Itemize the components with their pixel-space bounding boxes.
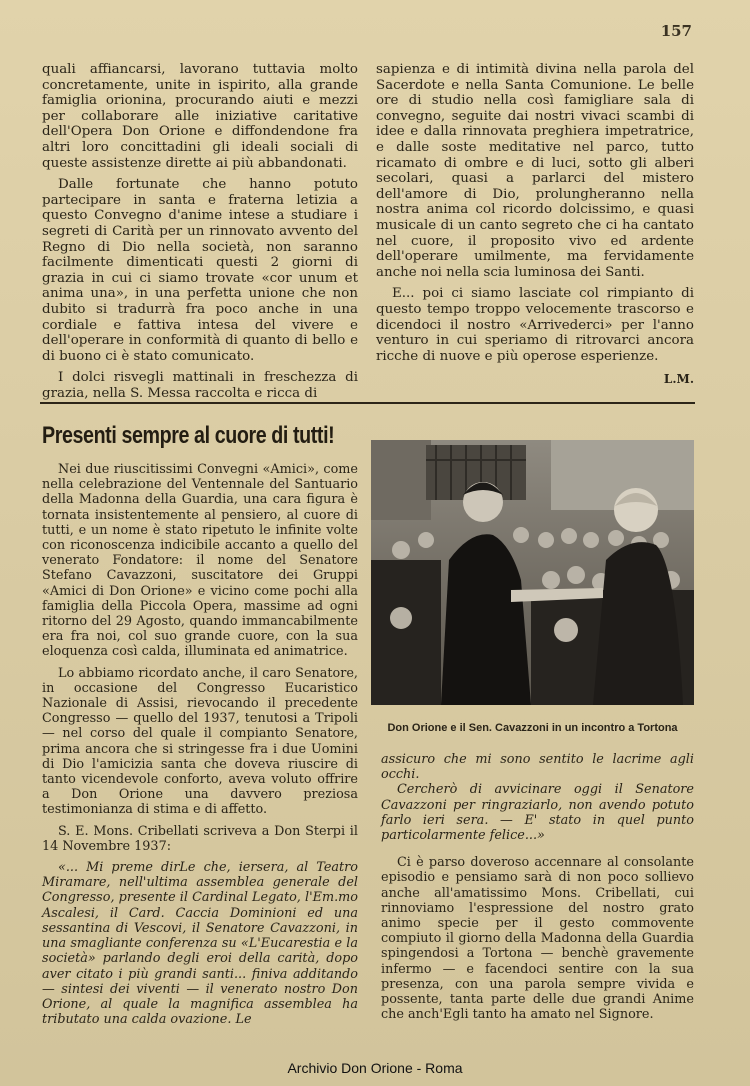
paragraph: E... poi ci siamo lasciate col rimpianto di questo tempo troppo velocemente trascorso e dicendoci il nostro «Arrivederci» per l'anno venturo in cui speriamo di ritrovarci ancora ricche di nuove e più operose esperienze. bbox=[376, 286, 694, 364]
photo-caption: Don Orione e il Sen. Cavazzoni in un incontro a Tortona bbox=[387, 722, 678, 734]
paragraph: Nei due riuscitissimi Convegni «Amici», come nella celebrazione del Ventennale del Santuario della Madonna della Guardia, una cara figura è tornata insistentemente al pensiero, al cuore di tutti, e un nome è stato ripetuto le infinite volte con riconoscenza indicibile accanto a quello del venerato Fondatore: il nome del Senatore Stefano Cavazzoni, suscitatore dei Gruppi «Amici di Don Orione» e vicino come pochi alla famiglia della Piccola Opera, massime ad ogni ritorno del 29 Agosto, quando immancabilmente era fra noi, col suo grande cuore, con la sua eloquenza così calda, illuminata ed animatrice. bbox=[42, 462, 358, 660]
paragraph: Dalle fortunate che hanno potuto partecipare in santa e fraterna letizia a questo Convegno d'anime intese a studiare i segreti di Carità per un rinnovato avvento del Regno di Dio nella società, non saranno facilmente dimenticati questi 2 giorni di grazia in cui ci siamo trovate «cor unum et anima una», in una perfetta unione che non dubito si tradurrà fra poco anche in una cordiale e fattiva intesa del vivere e dell'operare in conformità di quanto di bello e di buono ci è stato comunicato. bbox=[42, 177, 358, 364]
paragraph: S. E. Mons. Cribellati scriveva a Don Sterpi il 14 Novembre 1937: bbox=[42, 823, 358, 854]
top-left-column bbox=[42, 62, 358, 401]
letter-quote-continued: Cercherò di avvicinare oggi il Senatore Cavazzoni per ringraziarlo, non avendo potuto farlo ieri sera. — E' stato in quel punto particolarmente felice...» bbox=[381, 782, 694, 844]
signature: L.M. bbox=[663, 372, 694, 387]
page-number: 157 bbox=[660, 22, 692, 40]
letter-quote: «... Mi preme dirLe che, iersera, al Teatro Miramare, nell'ultima assemblea generale del Congresso, presente il Cardinal Legato, l'Em.mo Ascalesi, il Card. Caccia Dominioni ed una sessantina di Vescovi, il Senatore Cavazzoni, in una smagliante conferenza su «L'Eucarestia e la società» parlando degli eroi della carità, dopo aver citato i più grandi santi... finiva additando — sintesi dei viventi — il venerato nostro Don Orione, al quale la magnifica assemblea ha tributato una calda ovazione. Le bbox=[42, 860, 358, 1028]
letter-quote-continued: assicuro che mi sono sentito le lacrime agli occhi. bbox=[381, 752, 694, 783]
section-divider bbox=[40, 402, 695, 404]
paragraph: Ci è parso doveroso accennare al consolante episodio e pensiamo sarà di non poco sollievo anche all'amatissimo Mons. Cribellati, cui rinnoviamo l'espressione del nostro grato animo specie per il gesto commovente compiuto il giorno della Madonna della Guardia spingendosi a Tortona — benchè gravemente infermo — e facendoci sentire con la sua presenza, con una parola sempre vivida e possente, tanta parte delle due grandi Anime che anch'Egli tanto ha amato nel Signore. bbox=[381, 855, 694, 1023]
paragraph: quali affiancarsi, lavorano tuttavia molto concretamente, unite in ispirito, alla grande famiglia orionina, procurando aiuti e mezzi per collaborare alle iniziative caritative dell'Opera Don Orione e diffondendone fra altri loro concittadini gli ideali sociali di queste assistenze dirette ai più abbandonati. bbox=[42, 62, 358, 171]
photo-illustration bbox=[371, 440, 694, 705]
archive-footer bbox=[0, 1050, 750, 1086]
photograph bbox=[371, 440, 694, 705]
paragraph: I dolci risvegli mattinali in freschezza di grazia, nella S. Messa raccolta e ricca di bbox=[42, 370, 358, 401]
paragraph: sapienza e di intimità divina nella parola del Sacerdote e nella Santa Comunione. Le belle ore di studio nella così famigliare sala di convegno, seguite dai nostri vivaci scambi di idee e dalla rinnovata preghiera impetratrice, e dalle soste meditative nel parco, tutto ricamato di ombre e di luci, sotto gli alberi secolari, quasi a parlarci del mistero dell'amore di Dio, prolungheranno nella nostra anima col ricordo dolcissimo, e quasi musicale di un canto segreto che ci ha cantato nel cuore, il proposito vivo ed ardente dell'operare umilmente, ma fervidamente anche noi nella scia luminosa dei Santi. bbox=[376, 62, 694, 280]
article-left-column bbox=[42, 462, 358, 1027]
paragraph: Lo abbiamo ricordato anche, il caro Senatore, in occasione del Congresso Eucaristico Nazionale di Assisi, rievocando il precedente Congresso — quello del 1937, tenutosi a Tripoli — nel corso del quale il compianto Senatore, prima ancora che si stringesse fra i due Uomini di Dio l'amicizia santa che doveva riuscire di tanto vicendevole conforto, aveva voluto offrire a Don Orione una davvero preziosa testimonianza di stima e di affetto. bbox=[42, 665, 358, 818]
top-right-column bbox=[376, 62, 694, 388]
footer-label: Archivio Don Orione - Roma bbox=[287, 1060, 463, 1076]
article-right-column bbox=[381, 752, 694, 1022]
article-headline: Presenti sempre al cuore di tutti! bbox=[42, 422, 335, 449]
